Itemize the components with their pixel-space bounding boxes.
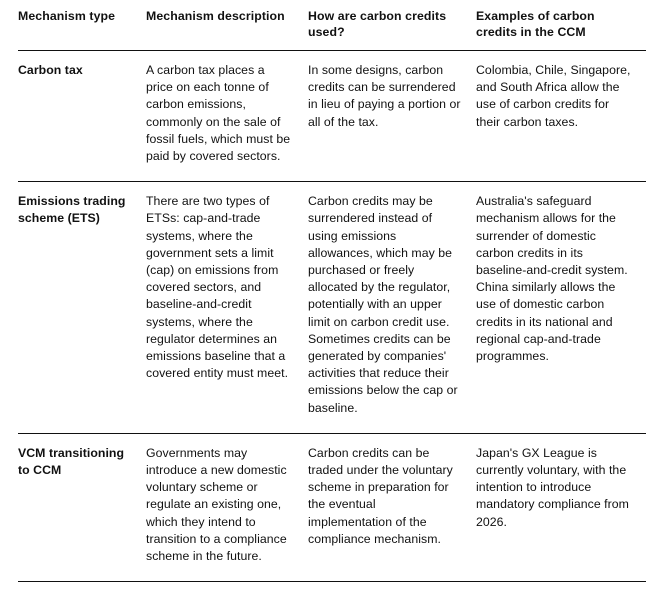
cell-examples-carbon-tax: Colombia, Chile, Singapore, and South Africa allow the use of carbon credits for their carbon taxes. bbox=[476, 51, 646, 182]
cell-usage-vcm-transitioning: Carbon credits can be traded under the voluntary scheme in preparation for the eventual implementation of the compliance mechanism. bbox=[308, 433, 476, 581]
column-header-mechanism-description: Mechanism description bbox=[146, 0, 308, 51]
row-label-carbon-tax: Carbon tax bbox=[18, 51, 146, 182]
table-body bbox=[18, 51, 646, 582]
row-label-vcm-transitioning: VCM transitioning to CCM bbox=[18, 433, 146, 581]
column-header-credit-usage: How are carbon credits used? bbox=[308, 0, 476, 51]
cell-description-carbon-tax: A carbon tax places a price on each tonne of carbon emissions, commonly on the sale of fossil fuels, which must be paid by covered sectors. bbox=[146, 51, 308, 182]
table-header-row bbox=[18, 0, 646, 51]
table-row bbox=[18, 182, 646, 434]
column-header-mechanism-type: Mechanism type bbox=[18, 0, 146, 51]
cell-examples-ets: Australia's safeguard mechanism allows for the surrender of domestic carbon credits in its baseline-and-credit system. China similarly allows the use of domestic carbon credits in its national and regional cap-and-trade programmes. bbox=[476, 182, 646, 434]
cell-description-vcm-transitioning: Governments may introduce a new domestic voluntary scheme or regulate an existing one, which they intend to transition to a compliance scheme in the future. bbox=[146, 433, 308, 581]
cell-examples-vcm-transitioning: Japan's GX League is currently voluntary, with the intention to introduce mandatory compliance from 2026. bbox=[476, 433, 646, 581]
mechanism-table bbox=[18, 0, 646, 582]
row-label-ets: Emissions trading scheme (ETS) bbox=[18, 182, 146, 434]
cell-usage-carbon-tax: In some designs, carbon credits can be surrendered in lieu of paying a portion or all of the tax. bbox=[308, 51, 476, 182]
cell-usage-ets: Carbon credits may be surrendered instead of using emissions allowances, which may be purchased or freely allocated by the regulator, potentially with an upper limit on carbon credit use. Sometimes credits can be generated by companies' activities that reduce their emissions below the cap or baseline. bbox=[308, 182, 476, 434]
table-header bbox=[18, 0, 646, 51]
column-header-examples: Examples of carbon credits in the CCM bbox=[476, 0, 646, 51]
cell-description-ets: There are two types of ETSs: cap-and-trade systems, where the government sets a limit (cap) on emissions from covered sectors, and baseline-and-credit systems, where the regulator determines an emissions baseline that a covered entity must meet. bbox=[146, 182, 308, 434]
table-row bbox=[18, 433, 646, 581]
table-row bbox=[18, 51, 646, 182]
